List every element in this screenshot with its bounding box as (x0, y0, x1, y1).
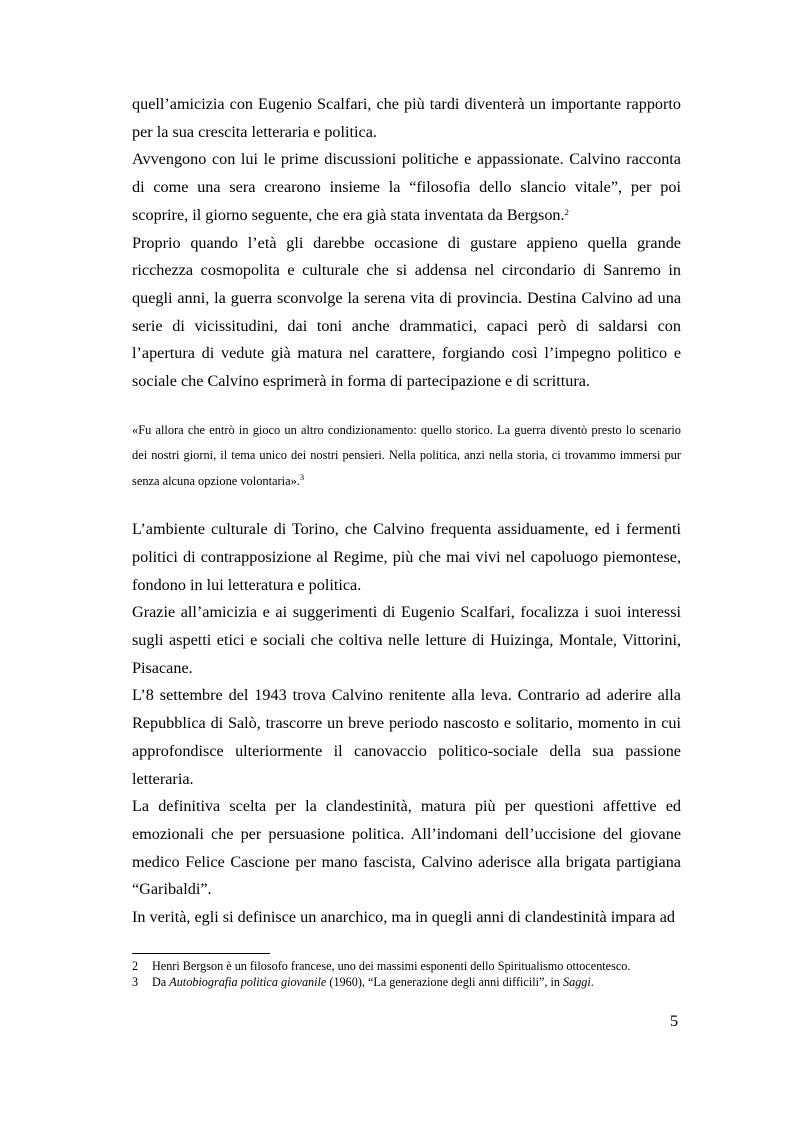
footnote-ref-2[interactable]: 2 (564, 206, 569, 217)
footnote-title: Autobiografia politica giovanile (169, 974, 327, 989)
footnote-number: 3 (132, 974, 139, 989)
footnote-text (152, 975, 594, 991)
paragraph-5: Grazie all’amicizia e ai suggerimenti di Eugenio Scalfari, focalizza i suoi interessi sugli aspetti etici e sociali che coltiva nelle letture di Huizinga, Montale, Vittorini, Pisacane. (132, 603, 681, 677)
footnote-2 (132, 959, 692, 975)
paragraph-4: L’ambiente culturale di Torino, che Calvino frequenta assiduamente, ed i fermenti politici di contrapposizione al Regime, più che mai vivi nel capoluogo piemontese, fondono in lui letteratura e politica. (132, 520, 681, 594)
paragraph-6: L’8 settembre del 1943 trova Calvino renitente alla leva. Contrario ad aderire alla Repubblica di Salò, trascorre un breve periodo nascosto e solitario, momento in cui approfondisce ulteriormente il canovaccio politico-sociale della sua passione letteraria. (132, 686, 681, 788)
paragraph-2 (132, 146, 681, 229)
paragraph-3: Proprio quando l’età gli darebbe occasione di gustare appieno quella grande ricchezza cosmopolita e culturale che si addensa nel circondario di Sanremo in quegli anni, la guerra sconvolge la serena vita di provincia. Destina Calvino ad una serie di vicissitudini, dai toni anche drammatici, capaci però di saldarsi con l’apertura di vedute già matura nel carattere, forgiando così l’impegno politico e sociale che Calvino esprimerà in forma di partecipazione e di scrittura. (132, 233, 681, 391)
paragraph-2-text: Avvengono con lui le prime discussioni politiche e appassionate. Calvino racconta di come una sera crearono insieme la “filosofia dello slancio vitale”, per poi scoprire, il giorno seguente, che era già stata inventata da Bergson. (132, 150, 681, 224)
block-quote (132, 418, 681, 495)
footnote-ref-3[interactable]: 3 (299, 471, 305, 482)
footnote-divider (132, 953, 270, 954)
block-quote-text: «Fu allora che entrò in gioco un altro condizionamento: quello storico. La guerra diventò presto lo scenario dei nostri giorni, il tema unico dei nostri pensieri. Nella politica, anzi nella storia, ci trovammo immersi pur senza alcuna opzione volontaria». (132, 422, 681, 488)
paragraph-8: In verità, egli si definisce un anarchico, ma in quegli anni di clandestinità impara ad (132, 908, 675, 927)
paragraph-1: quell’amicizia con Eugenio Scalfari, che più tardi diventerà un importante rapporto per la sua crescita letteraria e politica. (132, 95, 681, 141)
footnote-middle: (1960), “La generazione degli anni difficili”, in (326, 974, 564, 989)
footnote-number: 2 (132, 959, 139, 973)
footnote-3 (132, 975, 692, 991)
footnote-prefix: Da (152, 974, 170, 989)
footnote-text: Henri Bergson è un filosofo francese, uno dei massimi esponenti dello Spiritualismo ottocentesco. (152, 959, 631, 973)
footnote-source: Saggi (563, 974, 591, 989)
footnote-suffix: . (590, 974, 594, 989)
body-text (132, 91, 681, 932)
footnotes (132, 959, 692, 990)
paragraph-7: La definitiva scelta per la clandestinità, matura più per questioni affettive ed emozionali che per persuasione politica. All’indomani dell’uccisione del giovane medico Felice Cascione per mano fascista, Calvino aderisce alla brigata partigiana “Garibaldi”. (132, 797, 681, 899)
page-number: 5 (670, 1012, 679, 1030)
